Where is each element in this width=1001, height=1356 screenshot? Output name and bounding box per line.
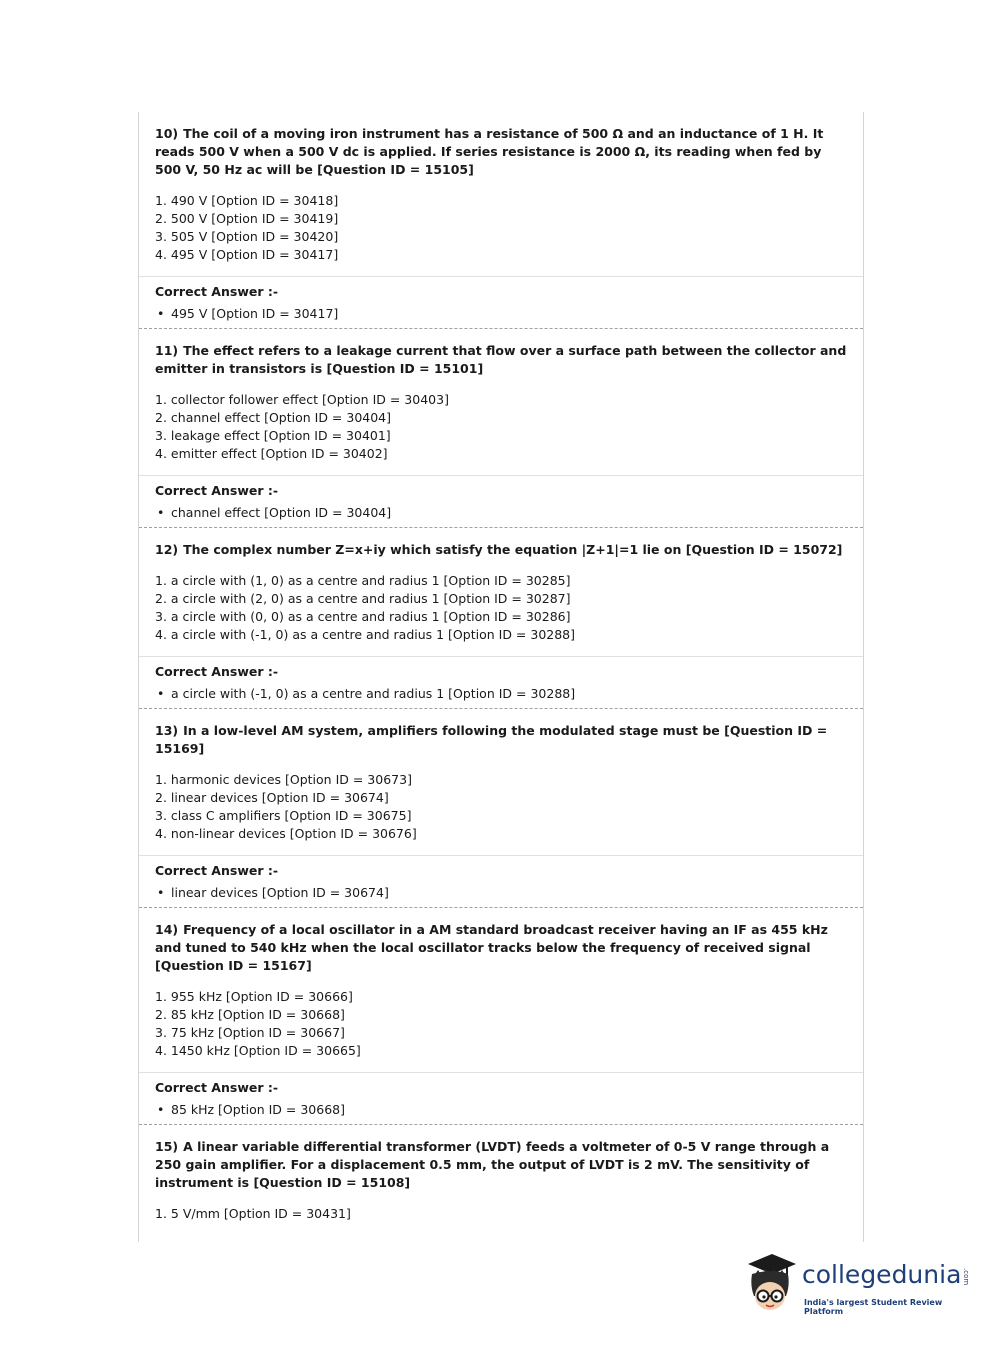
option-item: 2. channel effect [Option ID = 30404] bbox=[155, 410, 392, 425]
option-item: 1. collector follower effect [Option ID = 30403] bbox=[155, 392, 449, 407]
question-sheet bbox=[138, 112, 864, 1242]
option-item: 3. leakage effect [Option ID = 30401] bbox=[155, 428, 391, 443]
question-text: 11) The effect refers to a leakage current that flow over a surface path between the collector and emitter in transistors is [Question ID = 15101] bbox=[155, 343, 847, 376]
answer-block bbox=[139, 856, 863, 907]
answer-block bbox=[139, 1073, 863, 1124]
question-text: 10) The coil of a moving iron instrument has a resistance of 500 Ω and an inductance of 1 H. It reads 500 V when a 500 V dc is applied. If series resistance is 2000 Ω, its reading when fed by 500 V, 50 Hz ac will be [Question ID = 15105] bbox=[155, 126, 824, 177]
option-list bbox=[155, 1205, 847, 1223]
option-item: 4. 495 V [Option ID = 30417] bbox=[155, 247, 339, 262]
question-block bbox=[139, 709, 863, 843]
option-item: 1. 5 V/mm [Option ID = 30431] bbox=[155, 1206, 351, 1221]
question-text: 12) The complex number Z=x+iy which satisfy the equation |Z+1|=1 lie on [Question ID = 15072] bbox=[155, 542, 843, 557]
option-item: 2. linear devices [Option ID = 30674] bbox=[155, 790, 389, 805]
option-item: 1. a circle with (1, 0) as a centre and radius 1 [Option ID = 30285] bbox=[155, 573, 571, 588]
answer-block bbox=[139, 476, 863, 527]
option-item: 2. a circle with (2, 0) as a centre and radius 1 [Option ID = 30287] bbox=[155, 591, 571, 606]
option-item: 2. 500 V [Option ID = 30419] bbox=[155, 211, 339, 226]
correct-answer: • linear devices [Option ID = 30674] bbox=[157, 885, 389, 900]
correct-answer: • channel effect [Option ID = 30404] bbox=[157, 505, 392, 520]
correct-answer-label: Correct Answer :- bbox=[155, 284, 279, 299]
option-item: 4. non-linear devices [Option ID = 30676] bbox=[155, 826, 417, 841]
question-block bbox=[139, 112, 863, 264]
option-item: 3. a circle with (0, 0) as a centre and radius 1 [Option ID = 30286] bbox=[155, 609, 571, 624]
option-list bbox=[155, 192, 847, 264]
question-text: 13) In a low-level AM system, amplifiers following the modulated stage must be [Question ID = 15169] bbox=[155, 723, 828, 756]
option-item: 1. harmonic devices [Option ID = 30673] bbox=[155, 772, 412, 787]
correct-answer-label: Correct Answer :- bbox=[155, 664, 279, 679]
logo-wordmark: collegedunia bbox=[802, 1260, 962, 1289]
option-item: 4. emitter effect [Option ID = 30402] bbox=[155, 446, 388, 461]
option-item: 3. 75 kHz [Option ID = 30667] bbox=[155, 1025, 345, 1040]
option-item: 2. 85 kHz [Option ID = 30668] bbox=[155, 1007, 345, 1022]
correct-answer-label: Correct Answer :- bbox=[155, 483, 279, 498]
question-block bbox=[139, 1125, 863, 1223]
question-text: 14) Frequency of a local oscillator in a AM standard broadcast receiver having an IF as 455 kHz and tuned to 540 kHz when the local oscillator tracks below the frequency of received signal [Question ID = 15167] bbox=[155, 922, 828, 973]
correct-answer: • a circle with (-1, 0) as a centre and radius 1 [Option ID = 30288] bbox=[157, 686, 576, 701]
option-item: 4. 1450 kHz [Option ID = 30665] bbox=[155, 1043, 361, 1058]
option-list bbox=[155, 572, 847, 644]
graduate-mascot-icon bbox=[742, 1252, 798, 1316]
logo-dotcom: .com bbox=[962, 1268, 970, 1286]
option-item: 4. a circle with (-1, 0) as a centre and radius 1 [Option ID = 30288] bbox=[155, 627, 576, 642]
option-list bbox=[155, 771, 847, 843]
collegedunia-logo[interactable] bbox=[742, 1252, 972, 1322]
logo-tagline: India's largest Student Review Platform bbox=[804, 1298, 943, 1316]
correct-answer-label: Correct Answer :- bbox=[155, 1080, 279, 1095]
question-block bbox=[139, 528, 863, 644]
correct-answer: • 85 kHz [Option ID = 30668] bbox=[157, 1102, 345, 1117]
answer-block bbox=[139, 277, 863, 328]
question-block bbox=[139, 908, 863, 1060]
option-item: 1. 490 V [Option ID = 30418] bbox=[155, 193, 339, 208]
answer-block bbox=[139, 657, 863, 708]
correct-answer-label: Correct Answer :- bbox=[155, 863, 279, 878]
option-item: 3. class C amplifiers [Option ID = 30675] bbox=[155, 808, 412, 823]
question-block bbox=[139, 329, 863, 463]
option-list bbox=[155, 391, 847, 463]
option-item: 1. 955 kHz [Option ID = 30666] bbox=[155, 989, 353, 1004]
question-text: 15) A linear variable differential transformer (LVDT) feeds a voltmeter of 0-5 V range through a 250 gain amplifier. For a displacement 0.5 mm, the output of LVDT is 2 mV. The sensitivity of instrument is [Question ID = 15108] bbox=[155, 1139, 830, 1190]
correct-answer: • 495 V [Option ID = 30417] bbox=[157, 306, 339, 321]
option-item: 3. 505 V [Option ID = 30420] bbox=[155, 229, 339, 244]
option-list bbox=[155, 988, 847, 1060]
